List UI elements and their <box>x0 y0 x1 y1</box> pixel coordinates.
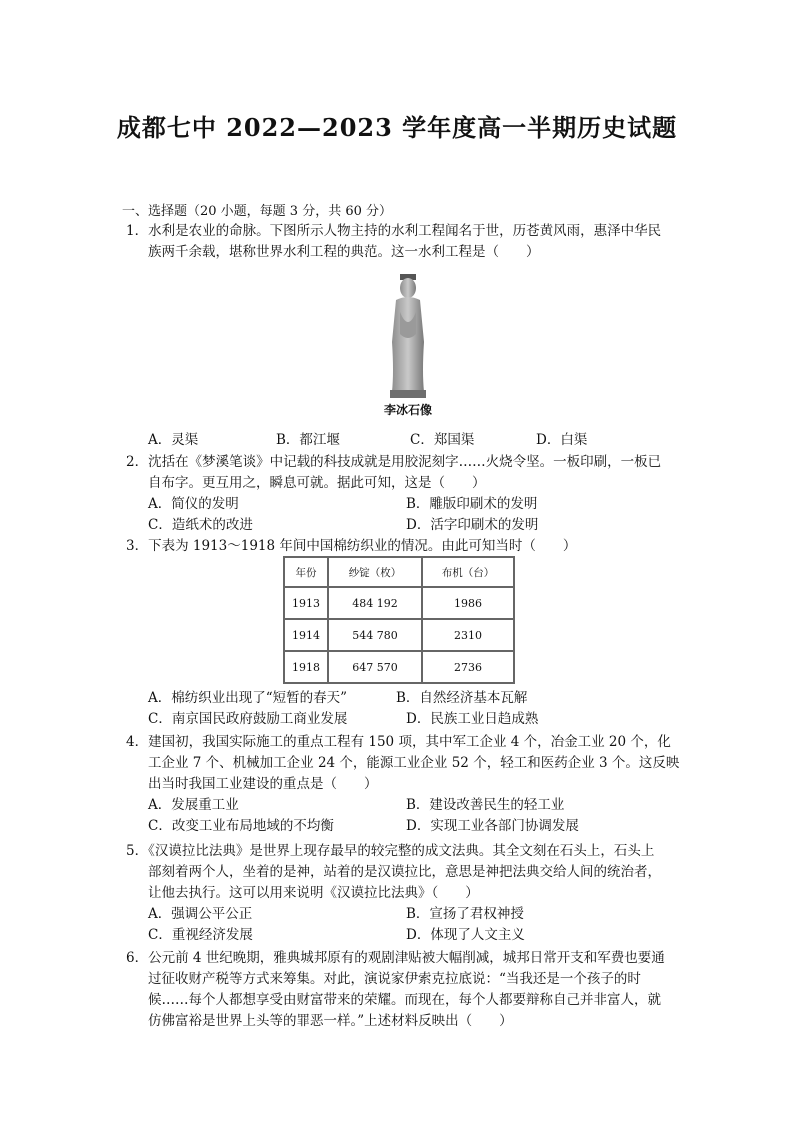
cotton-industry-table <box>283 556 515 684</box>
question-4-options <box>148 795 668 837</box>
question-6-line-3: 候……每个人都想享受由财富带来的荣耀。而现在，每个人都要辩称自己并非富人，就 <box>148 992 661 1008</box>
figure-caption: 李冰石像 <box>383 403 432 417</box>
q3-option-c[interactable]: C．南京国民政府鼓励工商业发展 <box>148 711 348 727</box>
table-cell: 484 192 <box>328 587 422 619</box>
section-heading: 一、选择题（20 小题，每题 3 分，共 60 分） <box>122 204 393 219</box>
question-6-line-4: 仿佛富裕是世界上头等的罪恶一样。”上述材料反映出（ ） <box>148 1013 513 1029</box>
question-4-line-1: 4．建国初，我国实际施工的重点工程有 150 项，其中军工企业 4 个，冶金工业 20 个，化 <box>126 734 671 750</box>
question-3-options <box>148 688 668 730</box>
q2-option-c[interactable]: C．造纸术的改进 <box>148 517 253 533</box>
question-4 <box>126 732 686 795</box>
q1-option-d[interactable]: D．白渠 <box>536 432 588 448</box>
li-bing-statue-figure <box>378 272 438 420</box>
question-1-line-1: 1．水利是农业的命脉。下图所示人物主持的水利工程闻名于世，历苍黄风雨，惠泽中华民 <box>126 223 662 239</box>
question-5-options <box>148 904 668 946</box>
question-2-line-1: 2．沈括在《梦溪笔谈》中记载的科技成就是用胶泥刻字……火烧令坚。一板印刷，一板已 <box>126 454 662 470</box>
q3-option-b[interactable]: B．自然经济基本瓦解 <box>396 690 528 706</box>
question-4-line-2: 工企业 7 个、机械加工企业 24 个，能源工业企业 52 个，轻工和医药企业 3 个。这反映 <box>148 755 680 771</box>
table-cell: 1986 <box>422 587 514 619</box>
question-5 <box>126 841 686 904</box>
q5-option-a[interactable]: A．强调公平公正 <box>148 906 253 922</box>
table-cell: 544 780 <box>328 619 422 651</box>
question-2-options <box>148 494 668 536</box>
q4-option-a[interactable]: A．发展重工业 <box>148 797 239 813</box>
table-cell: 1918 <box>284 651 328 683</box>
question-6-line-2: 过征收财产税等方式来筹集。对此，演说家伊索克拉底说：“当我还是一个孩子的时 <box>148 971 641 987</box>
statue-image <box>386 272 430 400</box>
table-row <box>284 619 514 651</box>
question-1-options <box>148 430 668 451</box>
table-header-row <box>284 557 514 587</box>
question-4-line-3: 出当时我国工业建设的重点是（ ） <box>148 776 378 792</box>
question-2-line-2: 自布字。更互用之，瞬息可就。据此可知，这是（ ） <box>148 475 486 491</box>
table-header: 纱锭（枚） <box>328 557 422 587</box>
q2-option-b[interactable]: B．雕版印刷术的发明 <box>406 496 538 512</box>
q1-option-b[interactable]: B．都江堰 <box>276 432 340 448</box>
question-3 <box>126 536 686 557</box>
table-cell: 2310 <box>422 619 514 651</box>
table-cell: 1913 <box>284 587 328 619</box>
question-1 <box>126 221 686 263</box>
table-row <box>284 651 514 683</box>
question-1-line-2: 族两千余载，堪称世界水利工程的典范。这一水利工程是（ ） <box>148 244 540 260</box>
table-cell: 647 570 <box>328 651 422 683</box>
q4-option-b[interactable]: B．建设改善民生的轻工业 <box>406 797 565 813</box>
q2-option-a[interactable]: A．简仪的发明 <box>148 496 239 512</box>
table-header: 年份 <box>284 557 328 587</box>
table-row <box>284 587 514 619</box>
question-6 <box>126 948 686 1032</box>
q1-option-a[interactable]: A．灵渠 <box>148 432 199 448</box>
q1-option-c[interactable]: C．郑国渠 <box>410 432 475 448</box>
q5-option-c[interactable]: C．重视经济发展 <box>148 927 253 943</box>
q2-option-d[interactable]: D．活字印刷术的发明 <box>406 517 539 533</box>
table-cell: 1914 <box>284 619 328 651</box>
table-cell: 2736 <box>422 651 514 683</box>
question-3-line-1: 3．下表为 1913～1918 年间中国棉纺织业的情况。由此可知当时（ ） <box>126 538 577 554</box>
question-5-line-3: 让他去执行。这可以用来说明《汉谟拉比法典》（ ） <box>148 885 479 901</box>
exam-title: 成都七中 2022—2023 学年度高一半期历史试题 <box>116 113 678 142</box>
q5-option-d[interactable]: D．体现了人文主义 <box>406 927 525 943</box>
q3-option-a[interactable]: A．棉纺织业出现了“短暂的春天” <box>148 690 348 706</box>
question-5-line-2: 部刻着两个人，坐着的是神，站着的是汉谟拉比，意思是神把法典交给人间的统治者， <box>148 864 661 880</box>
q5-option-b[interactable]: B．宣扬了君权神授 <box>406 906 524 922</box>
q4-option-c[interactable]: C．改变工业布局地域的不均衡 <box>148 818 334 834</box>
question-2 <box>126 452 686 494</box>
q3-option-d[interactable]: D．民族工业日趋成熟 <box>406 711 539 727</box>
question-6-line-1: 6．公元前 4 世纪晚期，雅典城邦原有的观剧津贴被大幅削减，城邦日常开支和军费也要通 <box>126 950 665 966</box>
question-5-line-1: 5．《汉谟拉比法典》是世界上现存最早的较完整的成文法典。其全文刻在石头上，石头上 <box>126 843 655 859</box>
table-header: 布机（台） <box>422 557 514 587</box>
q4-option-d[interactable]: D．实现工业各部门协调发展 <box>406 818 579 834</box>
